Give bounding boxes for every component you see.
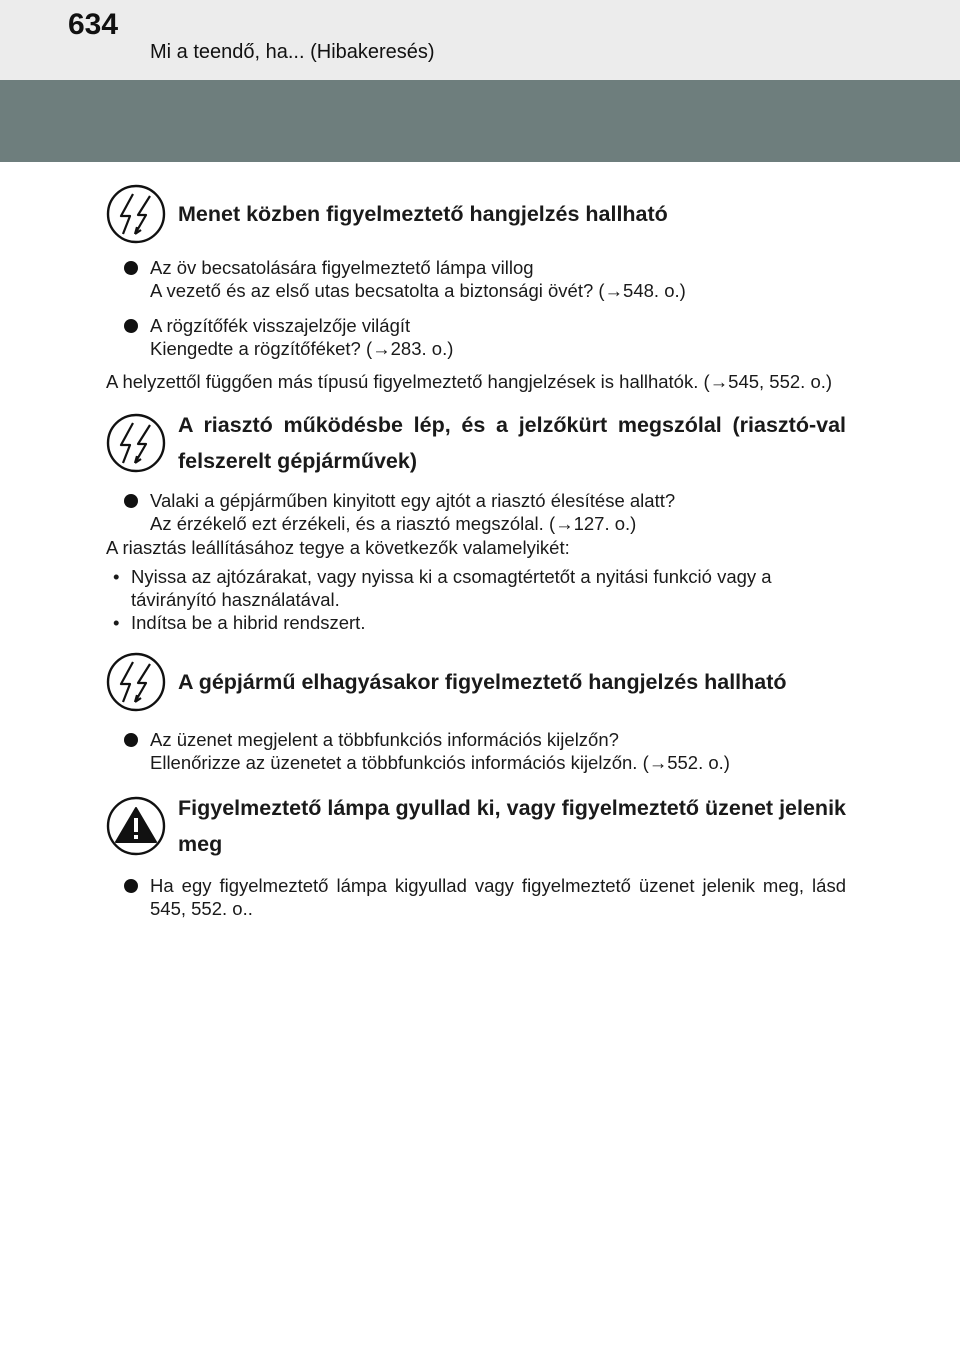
header-title: Mi a teendő, ha... (Hibakeresés) bbox=[150, 41, 435, 63]
section-title: Figyelmeztető lámpa gyullad ki, vagy figyelmeztető üzenet jelenik meg bbox=[178, 796, 846, 856]
section-title: A gépjármű elhagyásakor figyelmeztető hangjelzés hallható bbox=[178, 670, 787, 694]
sound-warning-icon bbox=[106, 184, 166, 244]
section-seatbelt-warning bbox=[106, 184, 846, 393]
list-item: Az üzenet megjelent a többfunkciós információs kijelzőn? Ellenőrizze az üzenetet a többfunkciós információs kijelzőn. (→552. o.) bbox=[106, 728, 846, 774]
list-item: Valaki a gépjárműben kinyitott egy ajtót a riasztó élesítése alatt? Az érzékelő ezt érzékeli, és a riasztó megszólal. (→127. o.) bbox=[106, 489, 846, 535]
section-alarm bbox=[106, 407, 846, 634]
section-note: A helyzettől függően más típusú figyelmeztető hangjelzések is hallhatók. (→545, 552. o.) bbox=[106, 371, 833, 392]
header-band bbox=[0, 80, 960, 162]
list-item: • Nyissa az ajtózárakat, vagy nyissa ki a csomagtértetőt a nyitási funkció vagy a távirányító használatával. bbox=[106, 565, 846, 611]
page-content bbox=[106, 172, 846, 920]
list-item: A rögzítőfék visszajelzője világít Kiengedte a rögzítőféket? (→283. o.) bbox=[106, 314, 846, 360]
header-strip bbox=[0, 0, 960, 80]
warning-triangle-icon bbox=[106, 796, 166, 856]
section-title: A riasztó működésbe lép, és a jelzőkürt megszólal (riasztó-val felszerelt gépjárművek) bbox=[178, 413, 846, 473]
section-title: Menet közben figyelmeztető hangjelzés hallható bbox=[178, 202, 668, 226]
section-note: A riasztás leállításához tegye a következők valamelyikét: bbox=[106, 537, 570, 558]
sound-warning-icon bbox=[106, 652, 166, 712]
list-item: • Indítsa be a hibrid rendszert. bbox=[106, 611, 846, 634]
page-number: 634 bbox=[68, 8, 119, 41]
section-warning-light bbox=[106, 790, 846, 920]
sound-warning-icon bbox=[106, 413, 166, 473]
list-item: Az öv becsatolására figyelmeztető lámpa villog A vezető és az első utas becsatolta a biztonsági övét? (→548. o.) bbox=[106, 256, 846, 302]
list-item: Ha egy figyelmeztető lámpa kigyullad vagy figyelmeztető üzenet jelenik meg, lásd 545, 552. o.. bbox=[106, 874, 846, 920]
section-leaving-vehicle bbox=[106, 652, 846, 774]
